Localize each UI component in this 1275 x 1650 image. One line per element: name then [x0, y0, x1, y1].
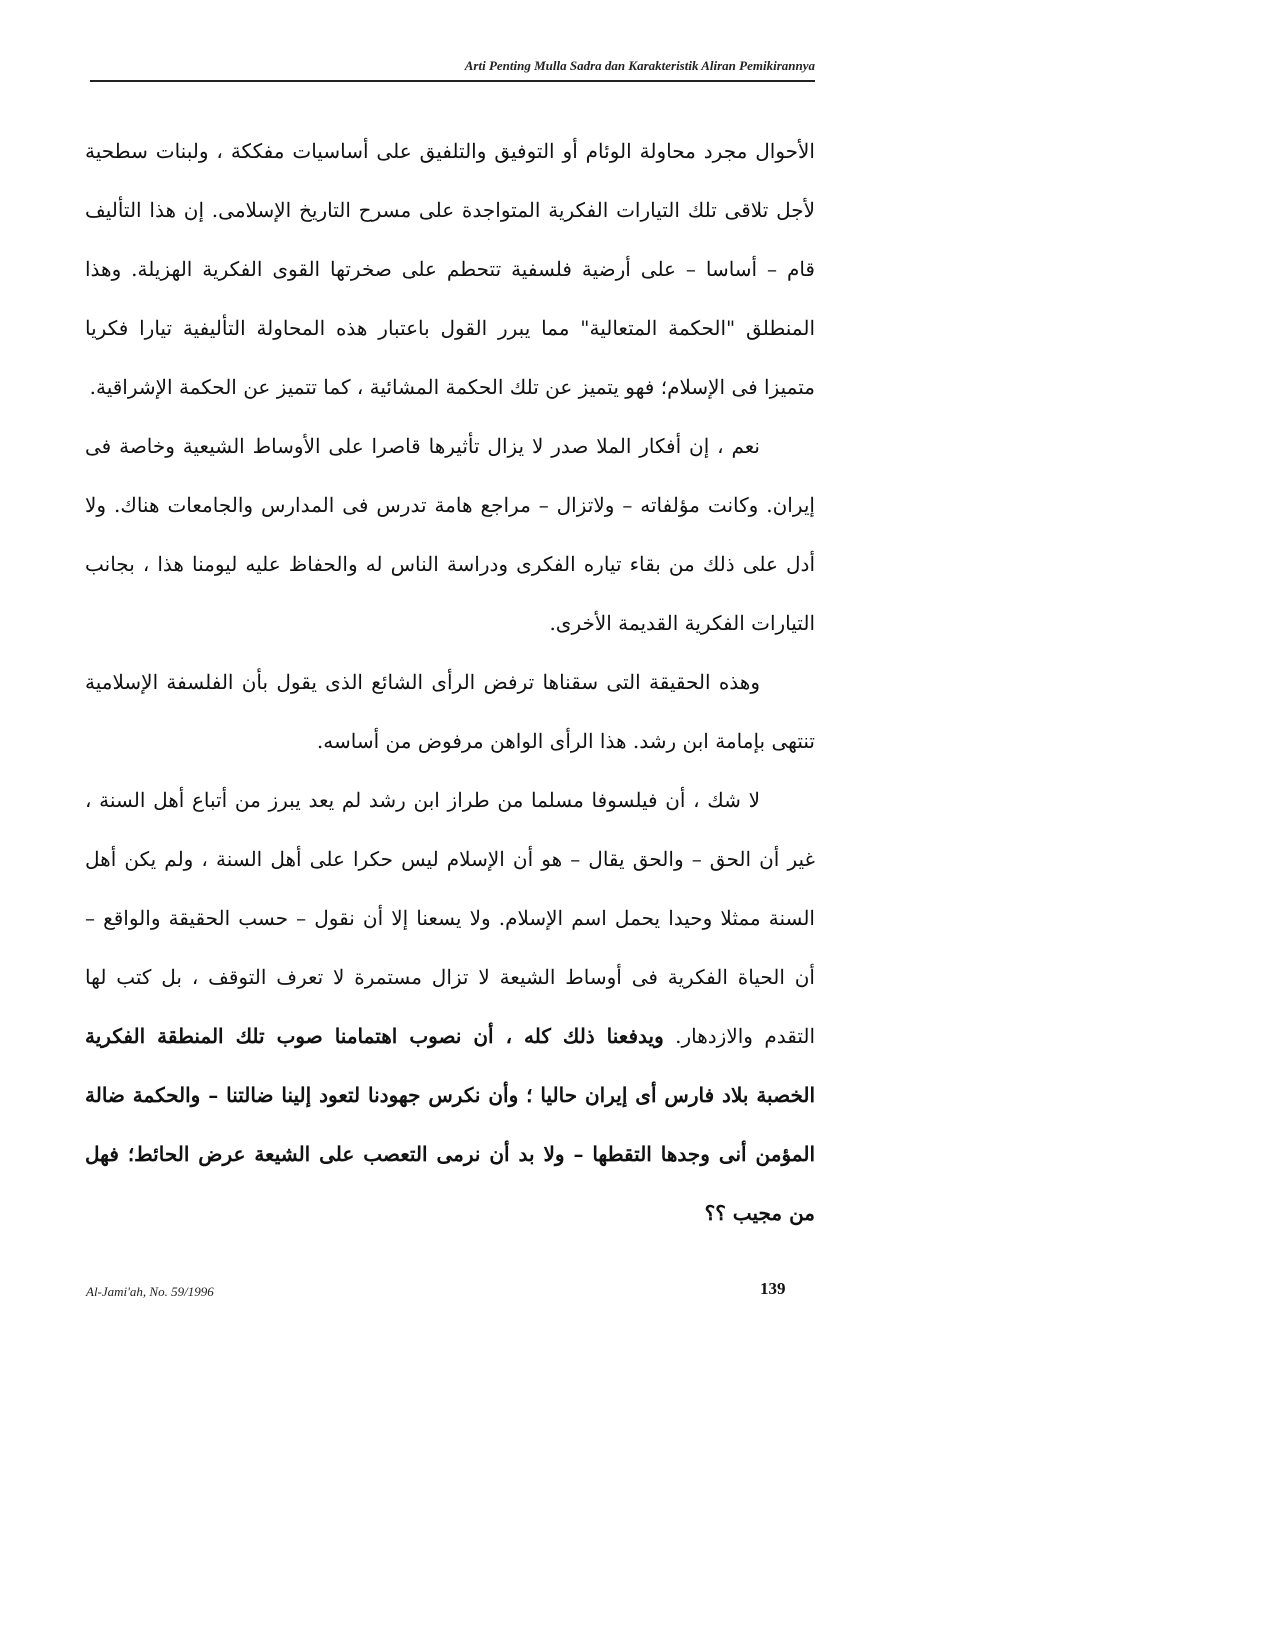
running-header: Arti Penting Mulla Sadra dan Karakteristik Aliran Pemikirannya [464, 58, 815, 73]
paragraph-4-text: لا شك ، أن فيلسوفا مسلما من طراز ابن رشد لم يعد يبرز من أتباع أهل السنة ، غير أن الحق – والحق يقال – هو أن الإسلام ليس حكرا على أهل السنة ، ولم يكن أهل السنة ممثلا وحيدا يحمل اسم الإسلام. ولا يسعنا إلا أن نقول – حسب الحقيقة والواقع – أن الحياة الفكرية فى أوساط الشيعة لا تزال مستمرة لا تعرف التوقف ، بل كتب لها التقدم والازدهار. [85, 788, 816, 1048]
paragraph-4-bold-text: ويدفعنا ذلك كله ، أن نصوب اهتمامنا صوب تلك المنطقة الفكرية الخصبة بلاد فارس أى إيران حاليا ؛ وأن نكرس جهودنا لتعود إلينا ضالتنا – والحكمة ضالة المؤمن أنى وجدها التقطها – ولا بد أن نرمى التعصب على الشيعة عرض الحائط؛ فهل من مجيب ؟؟ [85, 1024, 815, 1225]
article-body [85, 122, 815, 1243]
paragraph-1: الأحوال مجرد محاولة الوئام أو التوفيق والتلفيق على أساسيات مفككة ، ولبنات سطحية لأجل تلاقى تلك التيارات الفكرية المتواجدة على مسرح التاريخ الإسلامى. إن هذا التأليف قام – أساسا – على أرضية فلسفية تتحطم على صخرتها القوى الفكرية الهزيلة. وهذا المنطلق "الحكمة المتعالية" مما يبرر القول باعتبار هذه المحاولة التأليفية تيارا فكريا متميزا فى الإسلام؛ فهو يتميز عن تلك الحكمة المشائية ، كما تتميز عن الحكمة الإشراقية. [85, 139, 815, 399]
header-divider [90, 80, 815, 82]
paragraph-3: وهذه الحقيقة التى سقناها ترفض الرأى الشائع الذى يقول بأن الفلسفة الإسلامية تنتهى بإمامة ابن رشد. هذا الرأى الواهن مرفوض من أساسه. [85, 670, 815, 753]
paragraph-4 [85, 771, 815, 1243]
paragraph-2: نعم ، إن أفكار الملا صدر لا يزال تأثيرها قاصرا على الأوساط الشيعية وخاصة فى إيران. وكانت مؤلفاته – ولاتزال – مراجع هامة تدرس فى المدارس والجامعات هناك. ولا أدل على ذلك من بقاء تياره الفكرى ودراسة الناس له والحفاظ عليه ليومنا هذا ، بجانب التيارات الفكرية القديمة الأخرى. [85, 434, 815, 635]
page-number: 139 [760, 1279, 786, 1298]
footer-journal-citation: Al-Jami'ah, No. 59/1996 [86, 1284, 214, 1299]
